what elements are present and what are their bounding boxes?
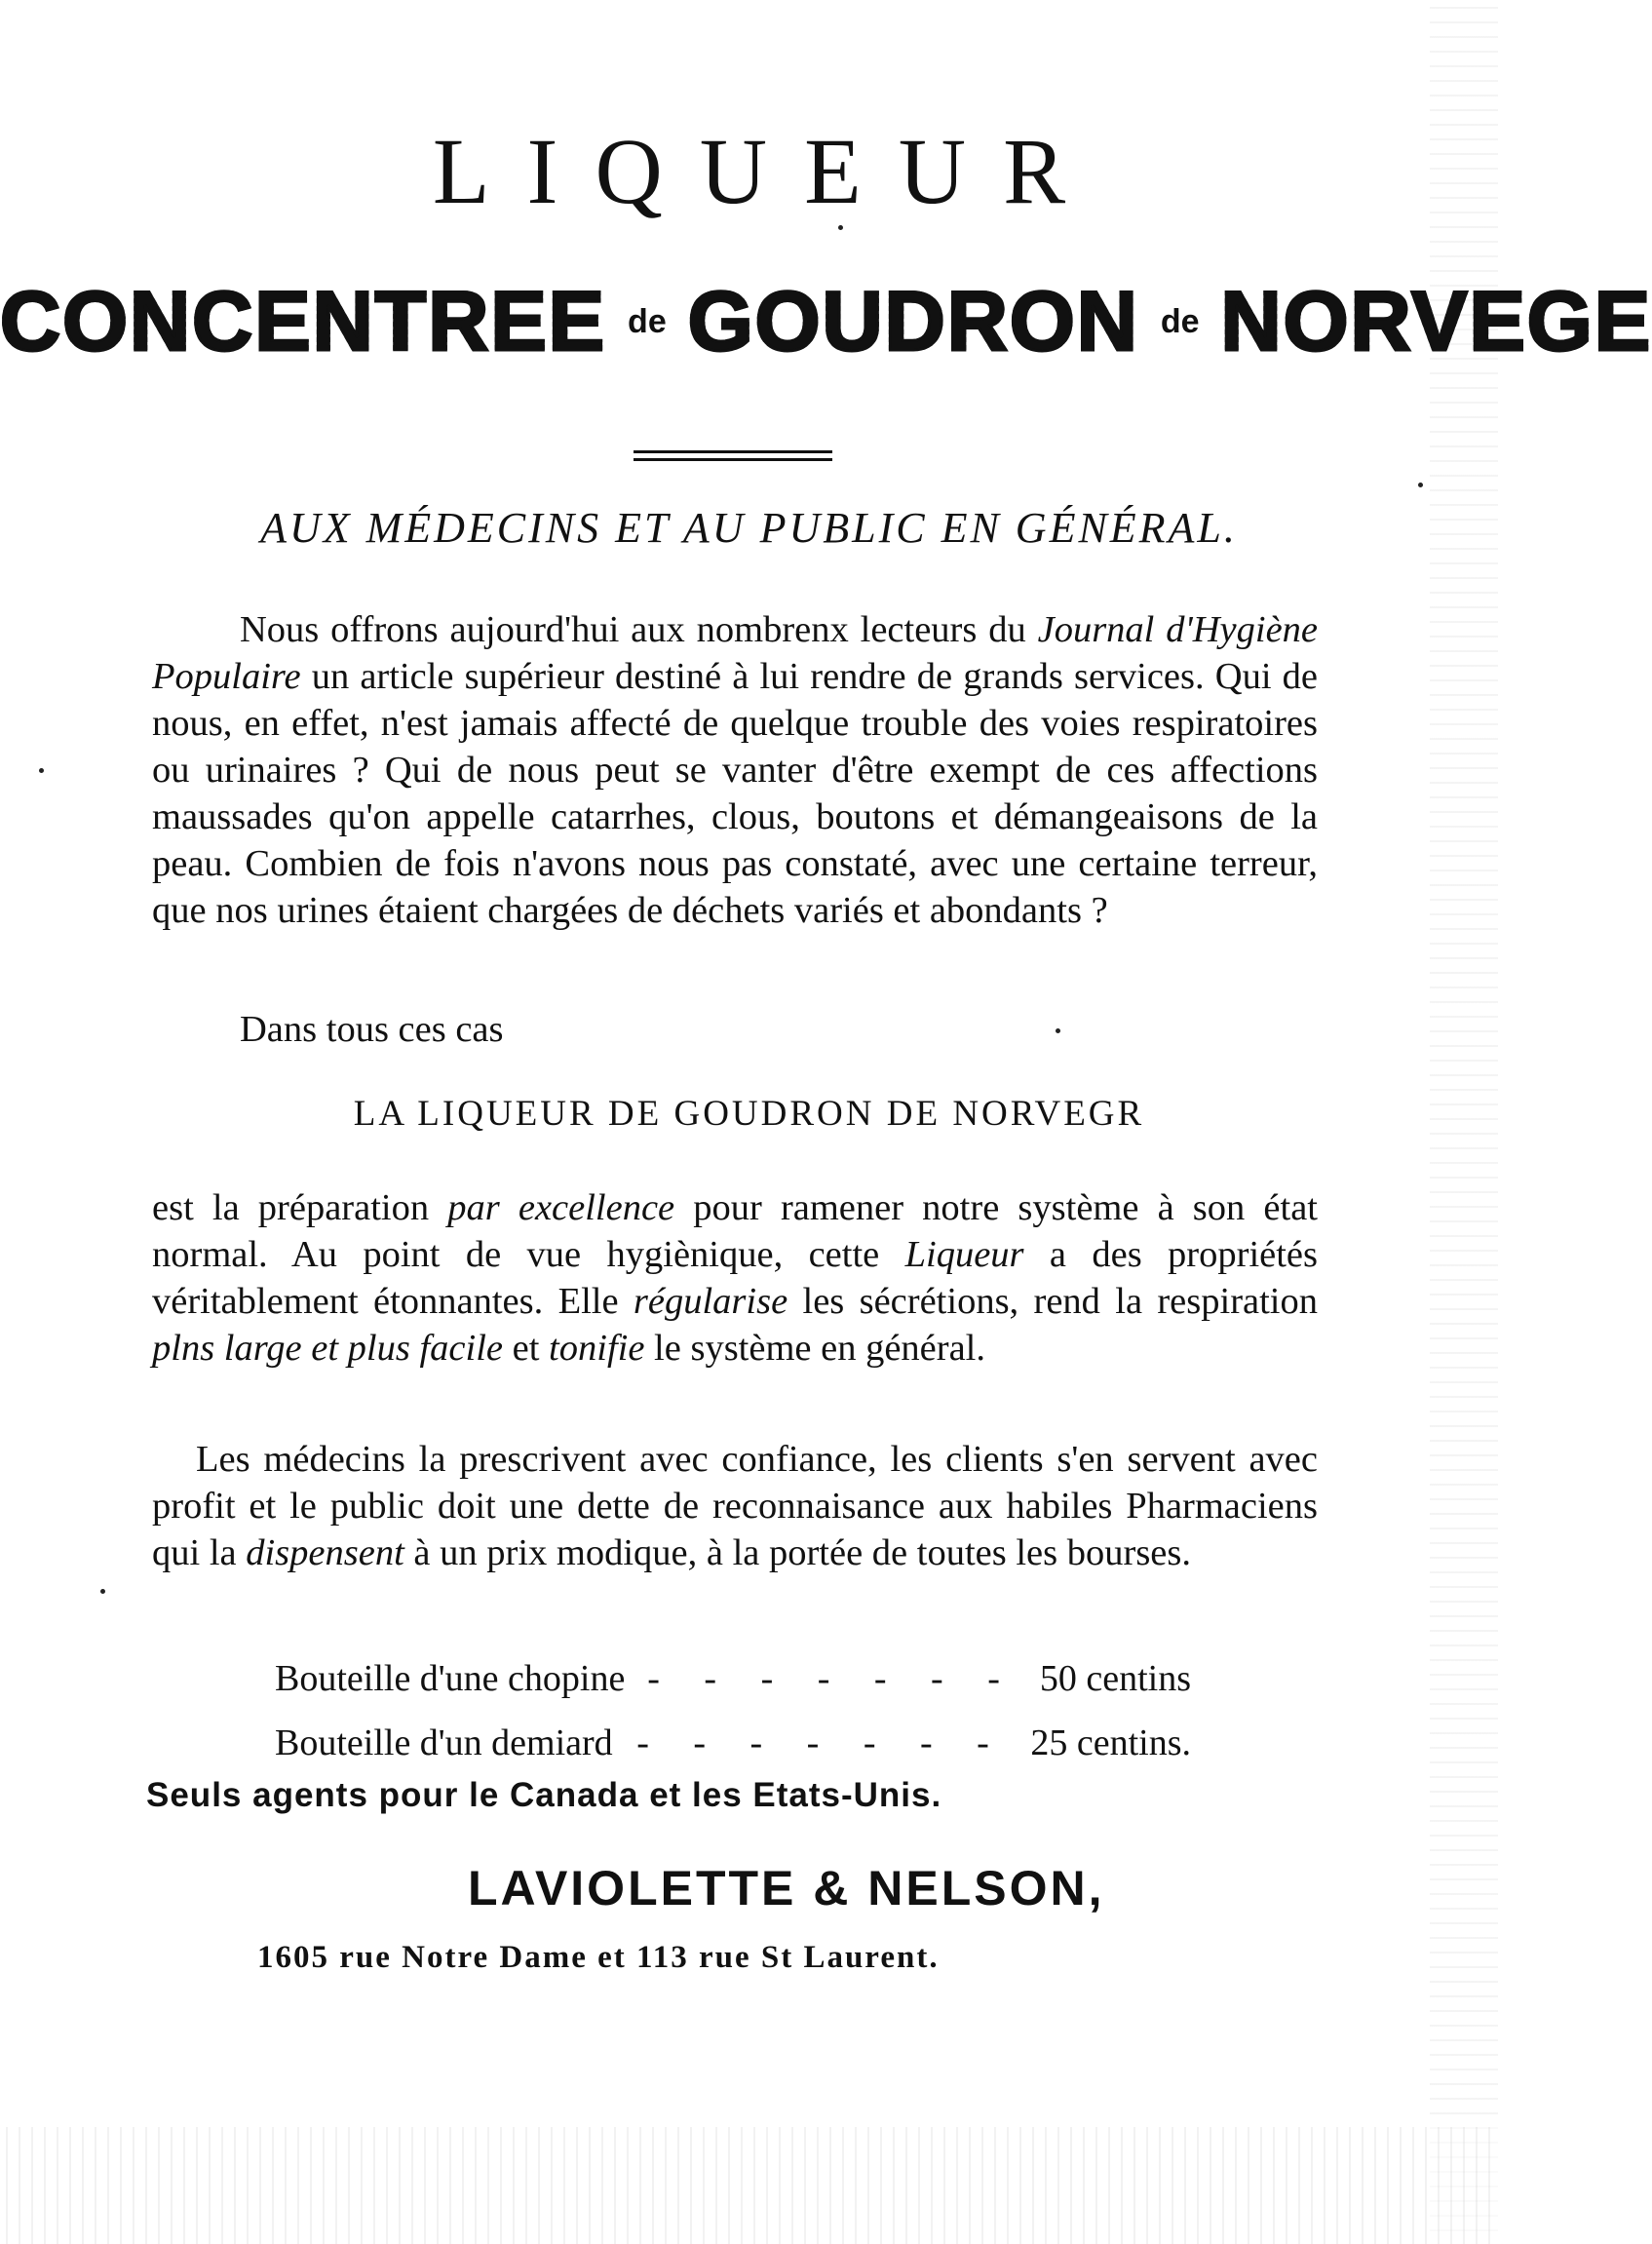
company-address: 1605 rue Notre Dame et 113 rue St Laurent. (257, 1940, 940, 1975)
subtitle-word-concentree: CONCENTREE (0, 275, 607, 368)
title-divider-top (634, 450, 832, 453)
page-title: LIQUEUR (432, 119, 1103, 223)
print-speck (1056, 1028, 1060, 1033)
price-value: 50 centins (1039, 1658, 1191, 1699)
subtitle-ornate (0, 273, 1652, 370)
print-speck (39, 768, 44, 773)
paragraph-text: Les médecins la prescrivent avec confiance, les clients s'en servent avec profit et le public doit une dette de reconnaisance aux habiles Pharmaciens qui la dispensent à un prix modique, à la portée de toutes les bourses. (152, 1439, 1318, 1573)
print-speck (100, 1589, 105, 1594)
product-heading: LA LIQUEUR DE GOUDRON DE NORVEGR (353, 1094, 1145, 1134)
paragraph-text: Dans tous ces cas (240, 1009, 504, 1050)
journal-name: Journal d'Hygiène Populaire (152, 609, 1319, 697)
intro-heading: AUX MÉDECINS ET AU PUBLIC EN GÉNÉRAL. (260, 504, 1238, 552)
print-speck (1418, 483, 1423, 487)
price-value: 25 centins. (1030, 1722, 1191, 1763)
paragraph-description (152, 1184, 1318, 1372)
price-item: Bouteille d'un demiard (275, 1722, 613, 1763)
price-row-demiard (275, 1722, 1191, 1764)
company-name: LAVIOLETTE & NELSON, (468, 1861, 1105, 1915)
print-speck (838, 225, 843, 230)
title-divider-bottom (634, 458, 832, 461)
paragraph-cases (152, 1006, 1318, 1053)
paragraph-doctors (152, 1436, 1318, 1576)
paragraph-text: est la préparation par excellence pour ramener notre système à son état normal. Au point de vue hygiènique, cette Liqueur a des propriétés véritablement étonnantes. Elle régularise les sécrétions, rend la respiration plns large et plus facile et tonifie le système en général. (152, 1187, 1319, 1369)
subtitle-connector: de (628, 303, 667, 340)
price-leader: - - - - - - - (636, 1722, 1007, 1763)
agents-line: Seuls agents pour le Canada et les Etats-Unis. (146, 1776, 942, 1814)
subtitle-word-goudron: GOUDRON (687, 275, 1139, 368)
price-item: Bouteille d'une chopine (275, 1658, 626, 1699)
price-leader: - - - - - - - (647, 1658, 1018, 1699)
paragraph-text: Nous offrons aujourd'hui aux nombrenx lecteurs du Journal d'Hygiène Populaire un article supérieur destiné à lui rendre de grands services. Qui de nous, en effet, n'est jamais affecté de quelque trouble des voies respiratoires ou urinaires ? Qui de nous peut se vanter d'être exempt de ces affections maussades qu'on appelle catarrhes, clous, boutons et démangeaisons de la peau. Combien de fois n'avons nous pas constaté, avec une certaine terreur, que nos urines étaient chargées de déchets variés et abondants ? (152, 609, 1319, 931)
subtitle-connector: de (1160, 303, 1200, 340)
page-edge-noise-bottom (0, 2127, 1498, 2244)
paragraph-intro (152, 606, 1318, 934)
subtitle-word-norvege: NORVEGE (1220, 275, 1652, 368)
price-row-chopine (275, 1657, 1191, 1700)
